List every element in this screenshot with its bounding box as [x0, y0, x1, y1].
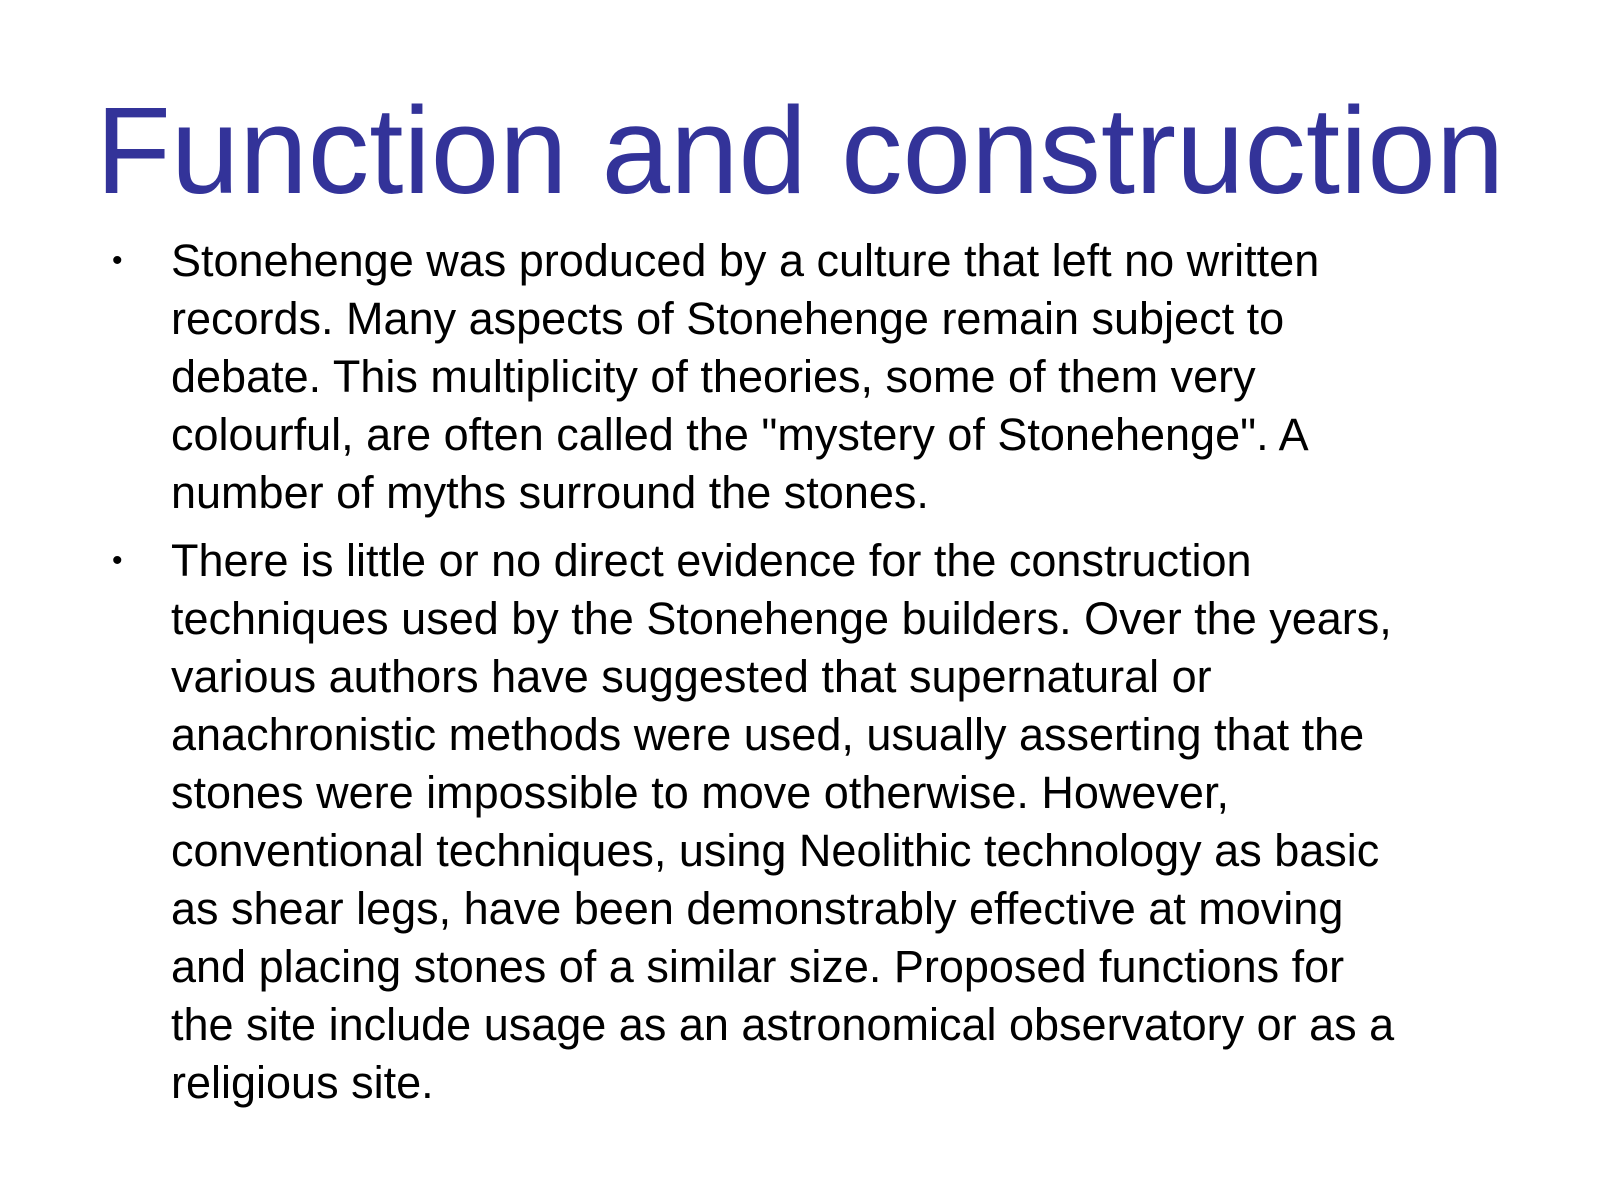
bullet-item — [112, 532, 1512, 1112]
bullet-line: religious site. — [171, 1057, 434, 1108]
bullet-line: stones were impossible to move otherwise. However, — [171, 767, 1229, 818]
bullet-line: records. Many aspects of Stonehenge remain subject to — [171, 293, 1285, 344]
bullet-line: the site include usage as an astronomical observatory or as a — [171, 999, 1395, 1050]
bullet-line: various authors have suggested that supernatural or — [171, 651, 1212, 702]
slide-title: Function and construction — [95, 83, 1505, 220]
bullet-icon: • — [112, 544, 123, 577]
bullet-list — [112, 232, 1512, 1122]
bullet-item — [112, 232, 1512, 522]
bullet-line: as shear legs, have been demonstrably effective at moving — [171, 883, 1344, 934]
bullet-line: anachronistic methods were used, usually asserting that the — [171, 709, 1365, 760]
bullet-line: techniques used by the Stonehenge builders. Over the years, — [171, 593, 1392, 644]
bullet-line: colourful, are often called the "mystery of Stonehenge". A — [171, 409, 1309, 460]
bullet-line: and placing stones of a similar size. Proposed functions for — [171, 941, 1345, 992]
bullet-line: There is little or no direct evidence for the construction — [171, 535, 1252, 586]
bullet-line: number of myths surround the stones. — [171, 467, 929, 518]
bullet-line: Stonehenge was produced by a culture that left no written — [171, 235, 1320, 286]
bullet-line: debate. This multiplicity of theories, some of them very — [171, 351, 1256, 402]
bullet-icon: • — [112, 244, 123, 277]
bullet-line: conventional techniques, using Neolithic technology as basic — [171, 825, 1380, 876]
